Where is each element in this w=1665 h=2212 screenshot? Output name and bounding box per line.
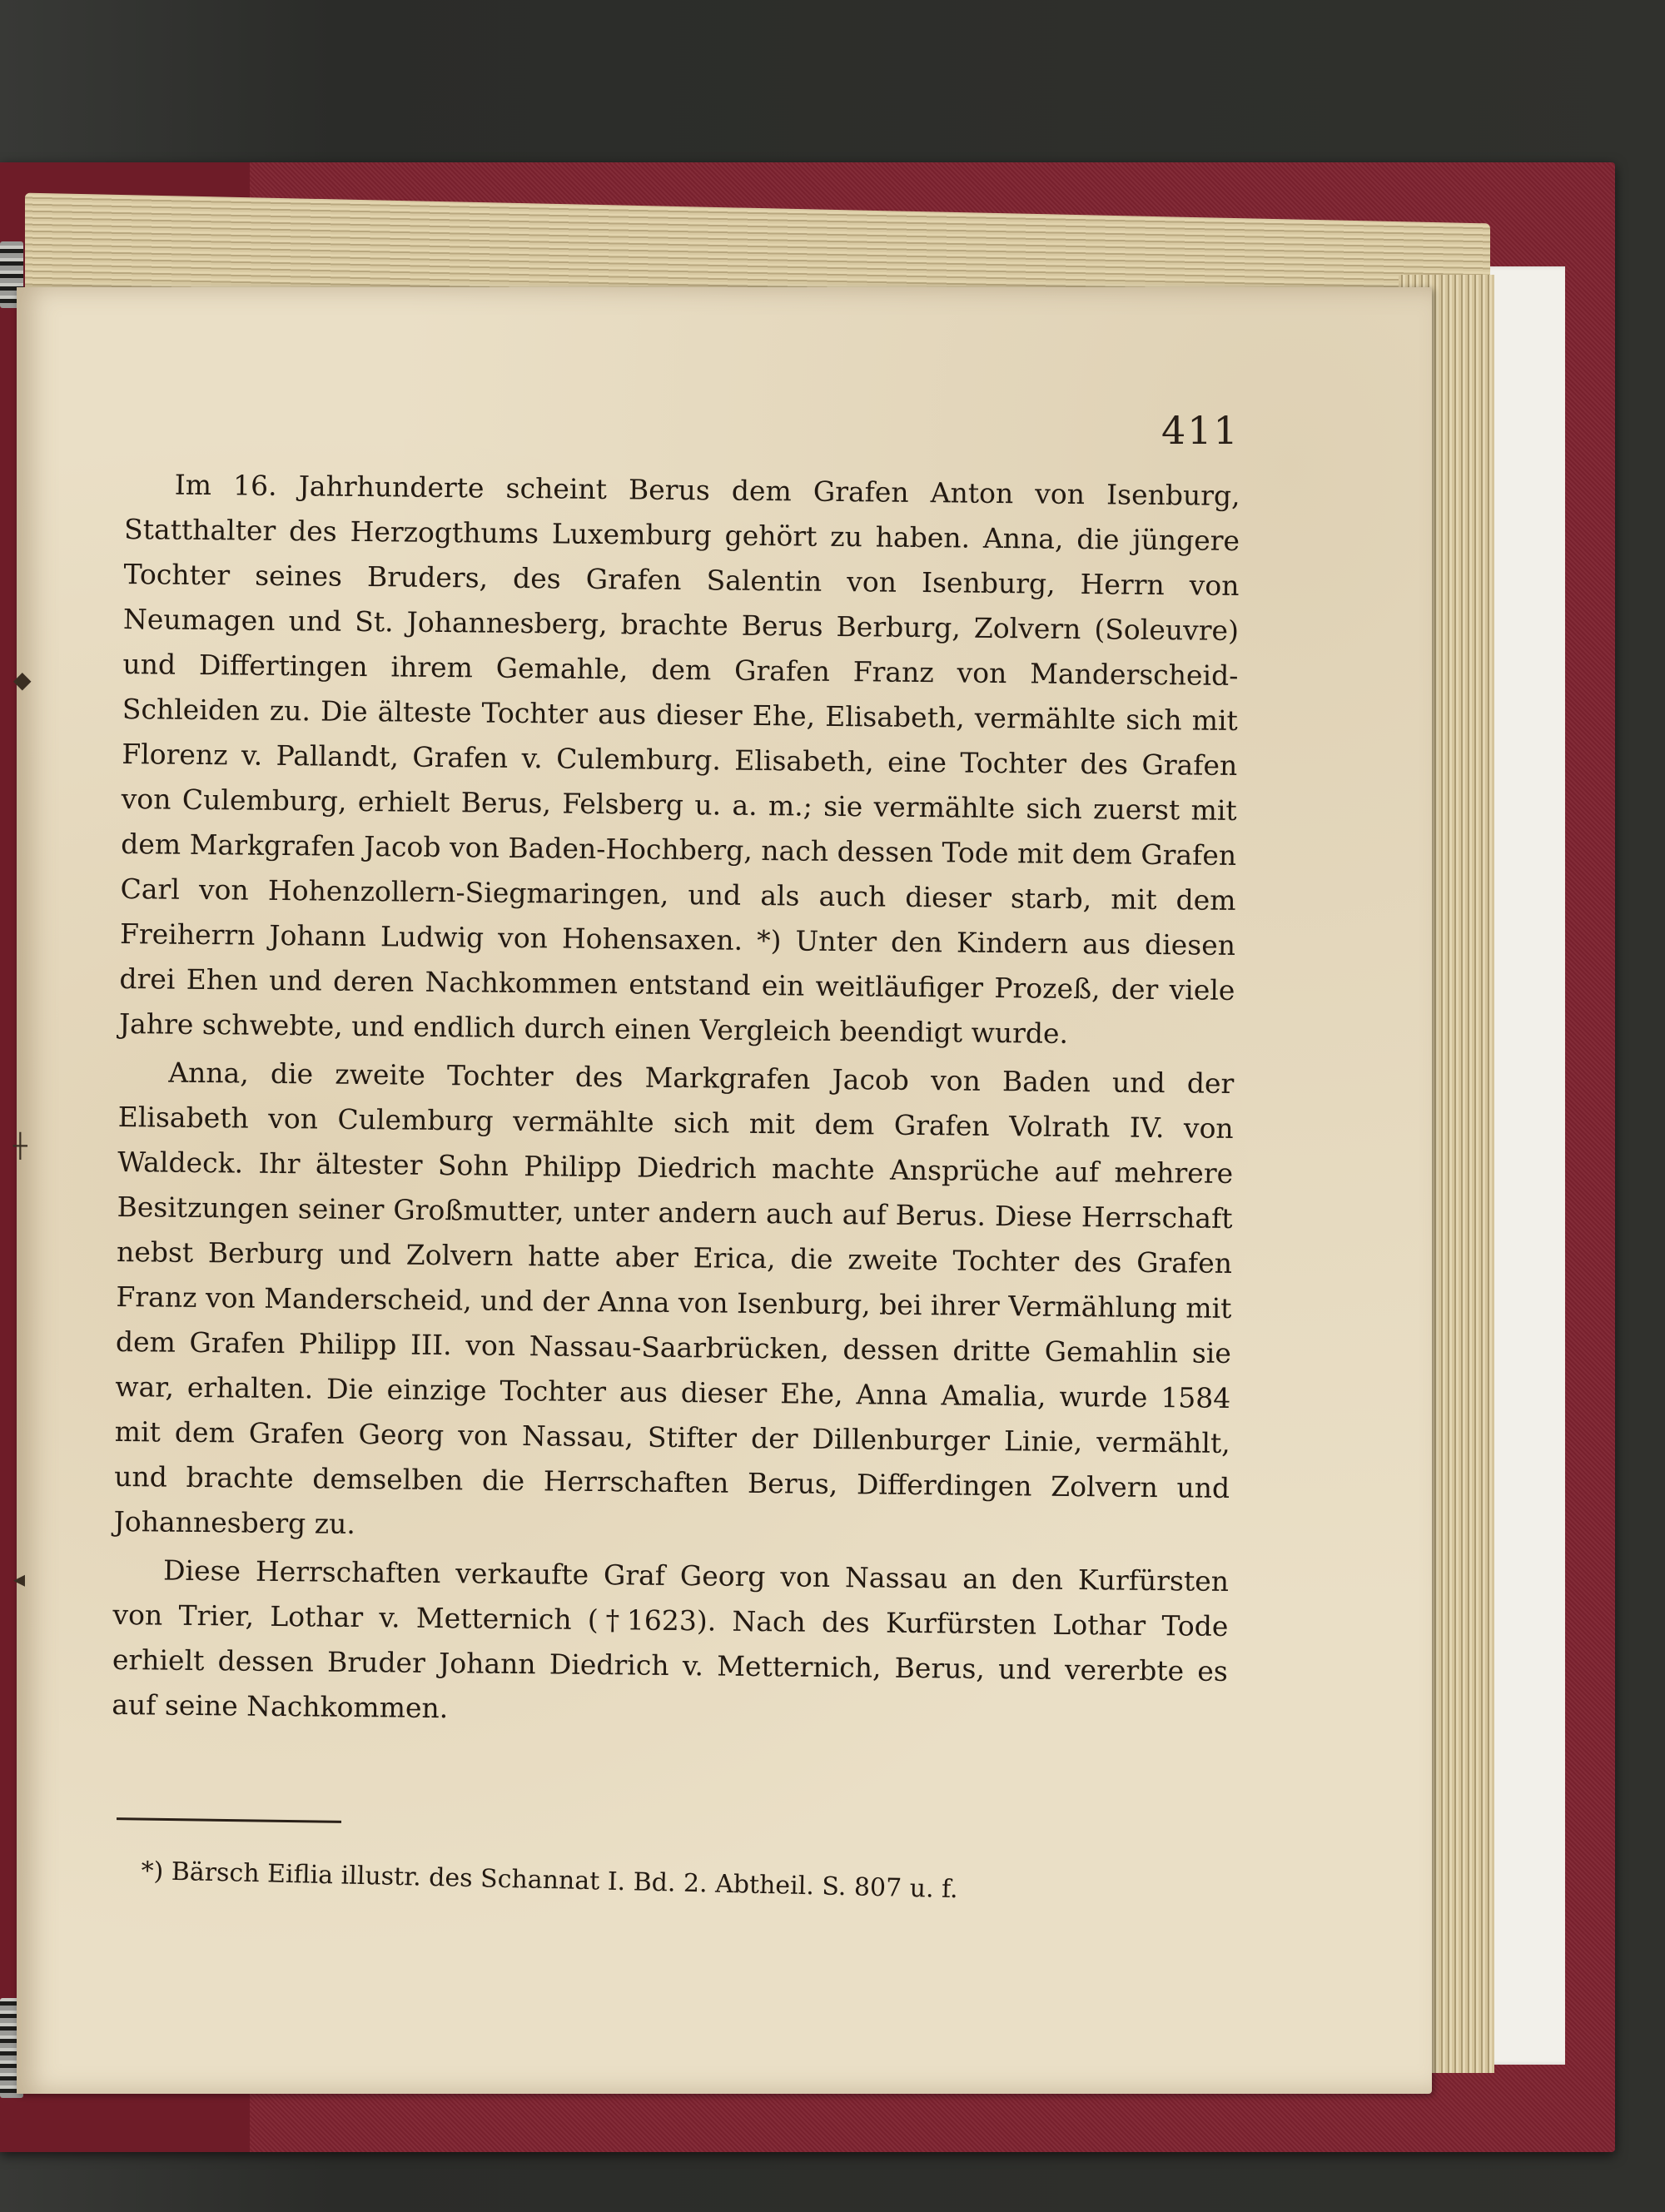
footnote: *) Bärsch Eiflia illustr. des Schannat I. Bd. 2. Abtheil. S. 807 u. f. [141, 1857, 959, 1905]
paragraph-2: Anna, die zweite Tochter des Markgrafen Jacob von Baden und der Elisabeth von Culemburg vermählte sich mit dem Grafen Volrath IV. von Waldeck. Ihr ältester Sohn Philipp Diedrich machte Ansprüche auf mehrere Besitzungen seiner Großmutter, unter andern auch auf Berus. Diese Herrschaft nebst Berburg und Zolvern hatte aber Erica, die zweite Tochter des Grafen Franz von Manderscheid, und der Anna von Isenburg, bei ihrer Vermählung mit dem Grafen Philipp III. von Nassau-Saarbrücken, dessen dritte Gemahlin sie war, erhalten. Die einzige Tochter aus dieser Ehe, Anna Amalia, wurde 1584 mit dem Grafen Georg von Nassau, Stifter der Dillenburger Linie, vermählt, und brachte demselben die Herrschaften Berus, Differdingen Zolvern und Johannesberg zu. [113, 1056, 1235, 1540]
margin-mark-icon: ◂ [13, 1565, 26, 1593]
page-number: 411 [1161, 408, 1240, 453]
paragraph-1: Im 16. Jahrhunderte scheint Berus dem Grafen Anton von Isenburg, Statthalter des Herzogthums Luxemburg gehört zu haben. Anna, die jüngere Tochter seines Bruders, des Grafen Salentin von Isenburg, Herrn von Neumagen und St. Johannesberg, brachte Berus Berburg, Zolvern (Soleuvre) und Differtingen ihrem Gemahle, dem Grafen Franz von Manderscheid-Schleiden zu. Die älteste Tochter aus dieser Ehe, Elisabeth, vermählte sich mit Florenz v. Pallandt, Grafen v. Culemburg. Elisabeth, eine Tochter des Grafen von Culemburg, erhielt Berus, Felsberg u. a. m.; sie vermählte sich zuerst mit dem Markgrafen Jacob von Baden-Hochberg, nach dessen Tode mit dem Grafen Carl von Hohenzollern-Siegmaringen, und als auch dieser starb, mit dem Freiherrn Johann Ludwig von Hohensaxen. *) Unter den Kindern aus diesen drei Ehen und deren Nachkommen entstand ein weitläufiger Prozeß, der viele Jahre schwebte, und endlich durch einen Vergleich beendigt wurde. [118, 468, 1240, 1050]
paragraph-3: Diese Herrschaften verkaufte Graf Georg von Nassau an den Kurfürsten von Trier, Lothar v. Metternich (†1623). Nach des Kurfürsten Lothar Tode erhielt dessen Bruder Johann Diedrich v. Metternich, Berus, und vererbte es auf seine Nachkommen. [112, 1553, 1230, 1725]
margin-mark-icon: ┼ [13, 1132, 27, 1160]
body-text [112, 462, 1240, 1742]
margin-mark-icon: ◆ [13, 666, 32, 693]
